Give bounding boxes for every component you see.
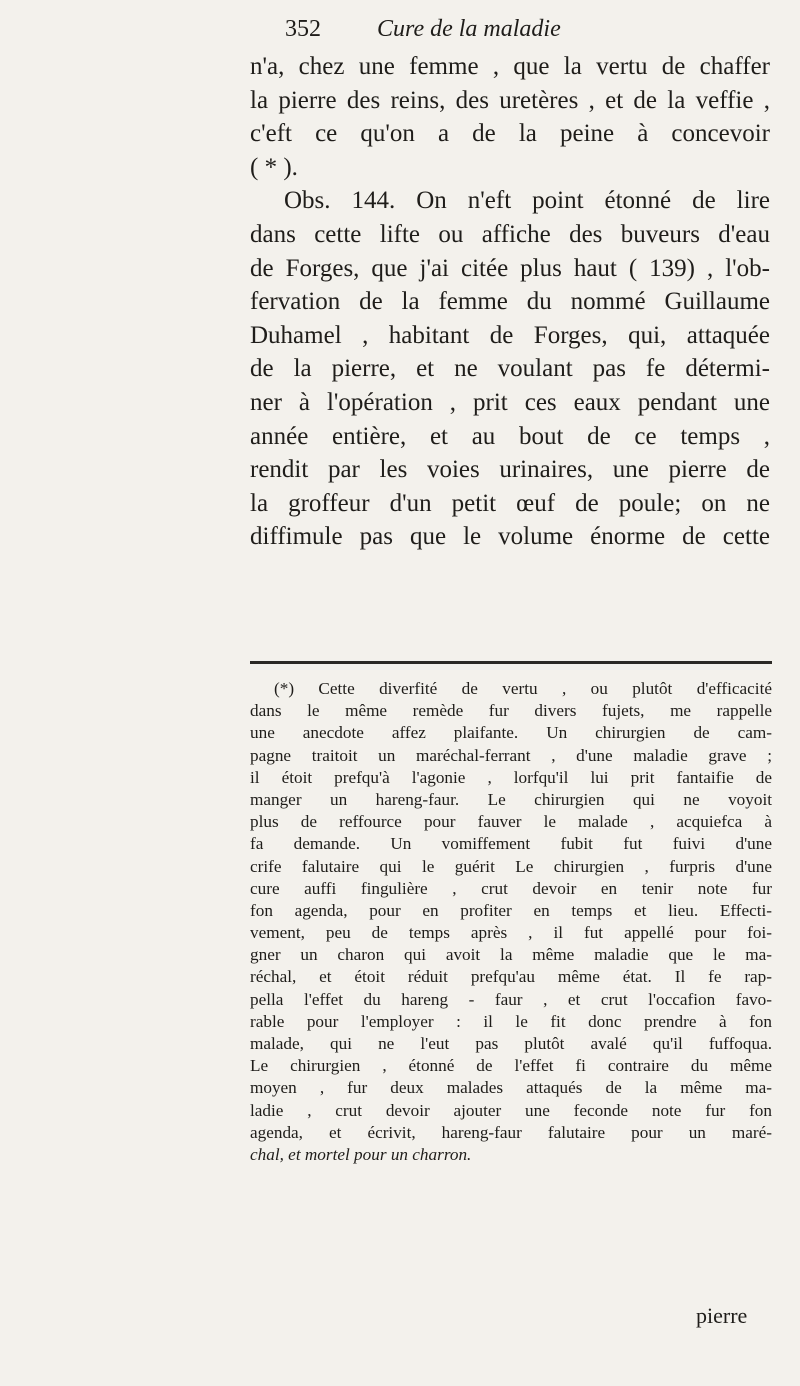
body-line: année entière, et au bout de ce temps , xyxy=(250,422,770,450)
footnote-line: gner un charon qui avoit la même maladie que le ma- xyxy=(250,945,772,965)
body-line: ( * ). xyxy=(250,153,298,181)
footnote-line: manger un hareng-faur. Le chirurgien qui ne voyoit xyxy=(250,789,772,809)
footnote-line: une anecdote affez plaifante. Un chirurgien de cam- xyxy=(250,723,772,743)
footnote-line: plus de reffource pour fauver le malade , acquiefca à xyxy=(250,812,772,832)
footnote-line: (*) Cette diverfité de vertu , ou plutôt d'efficacité xyxy=(274,679,772,698)
running-title: Cure de la maladie xyxy=(377,16,561,42)
body-line: c'eft ce qu'on a de la peine à concevoir xyxy=(250,120,770,148)
body-line: de Forges, que j'ai citée plus haut ( 139) , l'ob- xyxy=(250,254,770,282)
footnote-line: chal, et mortel pour un charron. xyxy=(250,1144,472,1164)
body-line: diffimule pas que le volume énorme de cette xyxy=(250,523,770,551)
footnote-line: réchal, et étoit réduit prefqu'au même état. Il fe rap- xyxy=(250,967,772,987)
footnote-rule xyxy=(250,661,772,664)
footnote-line: Le chirurgien , étonné de l'effet fi contraire du même xyxy=(250,1056,772,1076)
body-line: rendit par les voies urinaires, une pierre de xyxy=(250,456,770,484)
body-text xyxy=(250,50,770,554)
footnote-line: fa demande. Un vomiffement fubit fut fuivi d'une xyxy=(250,834,772,854)
body-line: ner à l'opération , prit ces eaux pendant une xyxy=(250,388,770,416)
footnote-line: moyen , fur deux malades attaqués de la même ma- xyxy=(250,1078,772,1098)
footnote-line: cure auffi fingulière , crut devoir en tenir note fur xyxy=(250,878,772,898)
footnote-line: malade, qui ne l'eut pas plutôt avalé qu'il fuffoqua. xyxy=(250,1034,772,1053)
footnote-line: vement, peu de temps après , il fut appellé pour foi- xyxy=(250,923,772,943)
footnote-line: ladie , crut devoir ajouter une feconde note fur fon xyxy=(250,1100,772,1120)
footnote-line: fon agenda, pour en profiter en temps et lieu. Effecti- xyxy=(250,900,772,920)
body-line: n'a, chez une femme , que la vertu de chaffer xyxy=(250,53,770,80)
catchword: pierre xyxy=(696,1303,748,1328)
body-line: de la pierre, et ne voulant pas fe détermi- xyxy=(250,355,770,383)
body-line: la groffeur d'un petit œuf de poule; on ne xyxy=(250,489,770,517)
footnote-line: agenda, et écrivit, hareng-faur falutaire pour un maré- xyxy=(250,1122,772,1142)
page-number: 352 xyxy=(285,16,321,42)
body-line: la pierre des reins, des uretères , et de la veffie , xyxy=(250,86,770,114)
footnote-line: pagne traitoit un maréchal-ferrant , d'une maladie grave ; xyxy=(250,745,772,765)
footnote-line: rable pour l'employer : il le fit donc prendre à fon xyxy=(250,1011,772,1031)
footnote-line: dans le même remède fur divers fujets, me rappelle xyxy=(250,701,772,721)
body-line: Obs. 144. On n'eft point étonné de lire xyxy=(284,187,770,215)
body-line: fervation de la femme du nommé Guillaume xyxy=(250,288,770,316)
body-line: Duhamel , habitant de Forges, qui, attaquée xyxy=(250,321,770,349)
footnote-line: il étoit prefqu'à l'agonie , lorfqu'il lui prit fantaifie de xyxy=(250,767,772,787)
page-header xyxy=(285,16,705,46)
footnote-line: pella l'effet du hareng - faur , et crut l'occafion favo- xyxy=(250,989,772,1009)
footnote-line: crife falutaire qui le guérit Le chirurgien , furpris d'une xyxy=(250,856,772,876)
body-line: dans cette lifte ou affiche des buveurs d'eau xyxy=(250,220,770,248)
footnote xyxy=(250,678,772,1166)
